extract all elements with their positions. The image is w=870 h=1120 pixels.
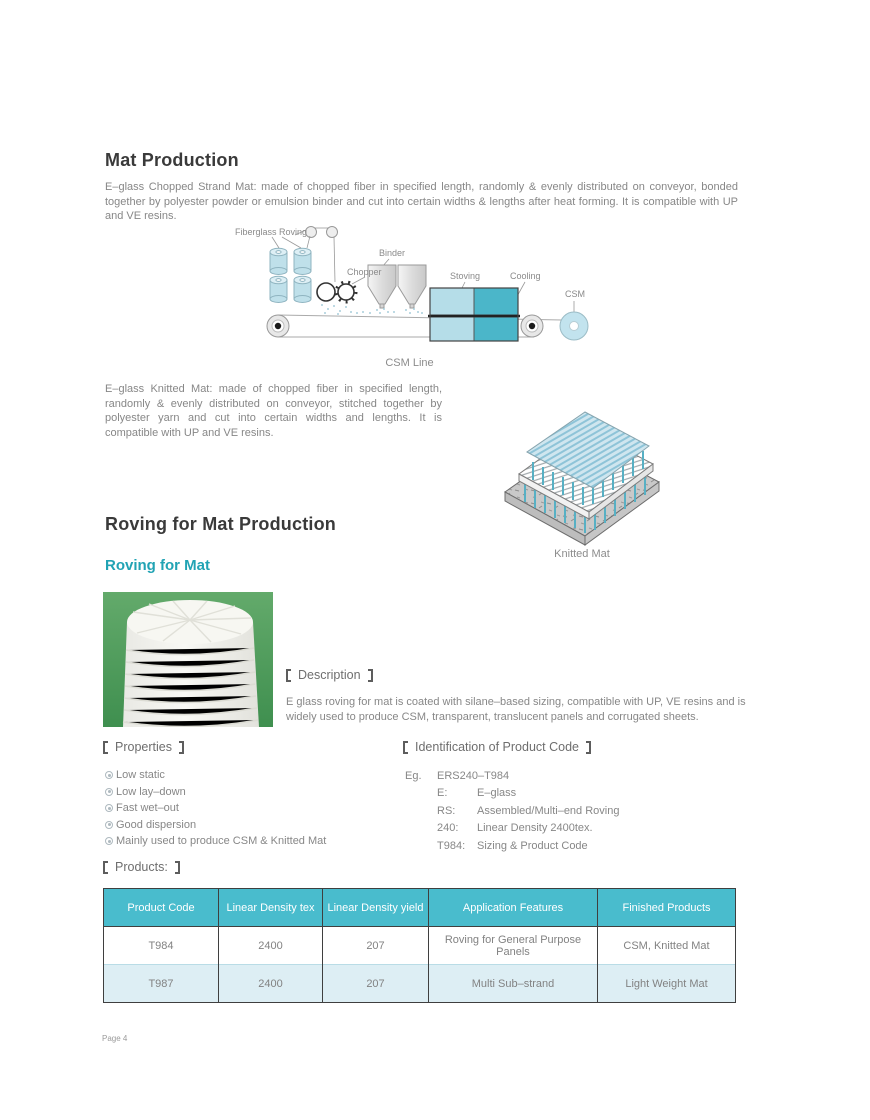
properties-heading (103, 740, 184, 759)
eg-label: Eg. (405, 770, 422, 782)
identification-line: T984: Sizing & Product Code (437, 839, 588, 852)
knitted-mat-paragraph: E–glass Knitted Mat: made of chopped fiber in specified length, randomly & evenly distributed on conveyor, stitched together by polyester yarn and cut into certain widths and lengths. It is compatible with UP and VE resins. (105, 383, 442, 439)
csm-roll-icon (560, 312, 588, 340)
properties-heading-label: Properties (115, 740, 172, 754)
identification-heading-label: Identification of Product Code (415, 740, 579, 754)
column-header: Linear Density tex (219, 889, 323, 927)
identification-example-row (405, 768, 619, 785)
table-cell: 207 (323, 965, 429, 1003)
properties-list (105, 769, 326, 852)
bracket-right-icon (179, 741, 184, 754)
table-cell: T987 (104, 965, 219, 1003)
list-item: Good dispersion (105, 819, 326, 831)
roving-cylinders-icon (270, 248, 311, 302)
identification-line: 240: Linear Density 2400tex. (437, 822, 593, 835)
identification-line: E: E–glass (437, 787, 517, 800)
label-csm: CSM (565, 289, 585, 299)
roving-for-mat-subtitle: Roving for Mat (105, 557, 210, 574)
table-cell: 207 (323, 927, 429, 965)
roving-spool-icon (123, 600, 259, 727)
column-header: Linear Density yield (323, 889, 429, 927)
bracket-left-icon (403, 741, 408, 754)
bracket-right-icon (175, 861, 180, 874)
bracket-right-icon (586, 741, 591, 754)
column-header: Product Code (104, 889, 219, 927)
table-row (104, 927, 736, 965)
list-item: Mainly used to produce CSM & Knitted Mat (105, 835, 326, 847)
list-item: Low static (105, 769, 326, 781)
ring-bullet-icon (105, 788, 113, 796)
roving-production-title: Roving for Mat Production (105, 514, 336, 534)
identification-heading (403, 740, 591, 759)
identification-line: RS: Assembled/Multi–end Roving (437, 804, 620, 817)
label-stoving: Stoving (450, 271, 481, 281)
bracket-left-icon (286, 669, 291, 682)
bracket-left-icon (103, 861, 108, 874)
csm-line-diagram (222, 220, 597, 355)
ring-bullet-icon (105, 804, 113, 812)
table-row (104, 965, 736, 1003)
ring-bullet-icon (105, 837, 113, 845)
knitted-mat-illustration (497, 396, 667, 546)
example-code: ERS240–T984 (437, 770, 510, 782)
table-cell: T984 (104, 927, 219, 965)
description-text: E glass roving for mat is coated with silane–based sizing, compatible with UP, VE resins and is widely used to produce CSM, transparent, translucent panels and corrugated sheets. (286, 696, 746, 723)
list-item: Low lay–down (105, 786, 326, 798)
mat-production-title: Mat Production (105, 150, 239, 170)
list-item: Fast wet–out (105, 802, 326, 814)
products-heading-label: Products: (115, 860, 168, 874)
table-cell: CSM, Knitted Mat (598, 927, 736, 965)
products-table (103, 888, 736, 1003)
column-header: Finished Products (598, 889, 736, 927)
bracket-right-icon (368, 669, 373, 682)
products-heading (103, 860, 180, 879)
roving-product-photo (103, 592, 273, 727)
oven-icon (428, 288, 520, 341)
table-cell: 2400 (219, 927, 323, 965)
ring-bullet-icon (105, 821, 113, 829)
csm-line-caption: CSM Line (385, 357, 434, 369)
right-roller-icon (521, 315, 543, 337)
spray-dots (321, 304, 423, 315)
description-heading-label: Description (298, 668, 361, 682)
label-binder: Binder (379, 248, 406, 258)
chopper-icon (317, 282, 356, 302)
table-header-row (104, 889, 736, 927)
table-cell: Light Weight Mat (598, 965, 736, 1003)
label-cooling: Cooling (510, 271, 541, 281)
table-cell: 2400 (219, 965, 323, 1003)
bracket-left-icon (103, 741, 108, 754)
table-cell: Roving for General Purpose Panels (429, 927, 598, 965)
csm-paragraph: E–glass Chopped Strand Mat: made of chopped fiber in specified length, randomly & evenly distributed on conveyor, bonded together by polyester powder or emulsion binder and cut into certain widths & lengths after heat forming. It is compatible with UP and VE resins. (105, 181, 738, 223)
table-cell: Multi Sub–strand (429, 965, 598, 1003)
left-roller-icon (267, 315, 289, 337)
description-heading (286, 668, 373, 687)
ring-bullet-icon (105, 771, 113, 779)
column-header: Application Features (429, 889, 598, 927)
label-fiberglass-roving: Fiberglass Roving (235, 227, 308, 237)
identification-block (405, 768, 619, 855)
page-number: Page 4 (102, 1034, 128, 1043)
knitted-mat-caption: Knitted Mat (554, 548, 610, 560)
label-chopper: Chopper (347, 267, 382, 277)
